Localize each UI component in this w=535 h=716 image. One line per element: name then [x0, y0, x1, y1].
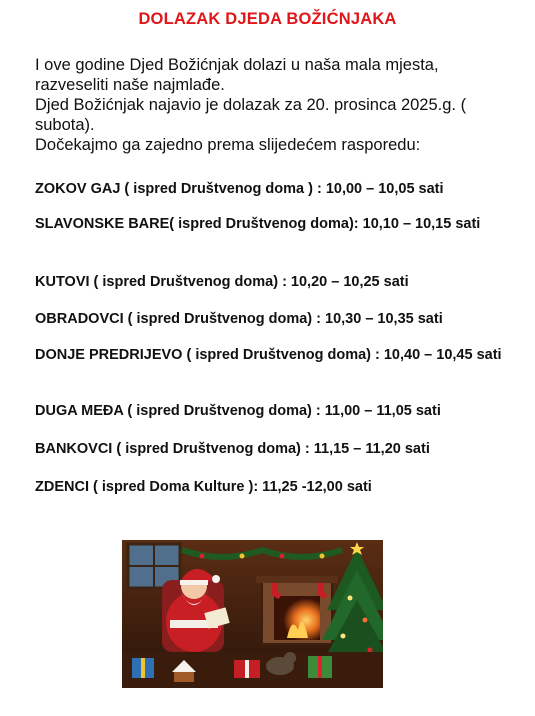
intro-line: razveseliti naše najmlađe.: [35, 76, 225, 94]
schedule-item: BANKOVCI ( ispred Društvenog doma) : 11,15 – 11,20 sati: [35, 441, 430, 457]
schedule-item: DUGA MEĐA ( ispred Društvenog doma) : 11,00 – 11,05 sati: [35, 403, 441, 419]
page-title: DOLAZAK DJEDA BOŽIĆNJAKA: [138, 10, 397, 28]
intro-line: subota).: [35, 116, 95, 134]
schedule-item: KUTOVI ( ispred Društvenog doma) : 10,20 – 10,25 sati: [35, 274, 409, 290]
intro-line: I ove godine Djed Božićnjak dolazi u naša mala mjesta,: [35, 56, 439, 74]
schedule-item: DONJE PREDRIJEVO ( ispred Društvenog doma) : 10,40 – 10,45 sati: [35, 347, 502, 363]
schedule-item: ZDENCI ( ispred Doma Kulture ): 11,25 -12,00 sati: [35, 479, 372, 495]
intro-paragraph: [35, 55, 505, 155]
schedule-item: OBRADOVCI ( ispred Društvenog doma) : 10,30 – 10,35 sati: [35, 311, 443, 327]
schedule-item: SLAVONSKE BARE( ispred Društvenog doma): 10,10 – 10,15 sati: [35, 216, 481, 232]
schedule-item: ZOKOV GAJ ( ispred Društvenog doma ) : 10,00 – 10,05 sati: [35, 181, 444, 197]
intro-line: Djed Božićnjak najavio je dolazak za 20. prosinca 2025.g. (: [35, 96, 467, 114]
santa-illustration: [122, 540, 383, 688]
intro-line: Dočekajmo ga zajedno prema slijedećem rasporedu:: [35, 136, 421, 154]
